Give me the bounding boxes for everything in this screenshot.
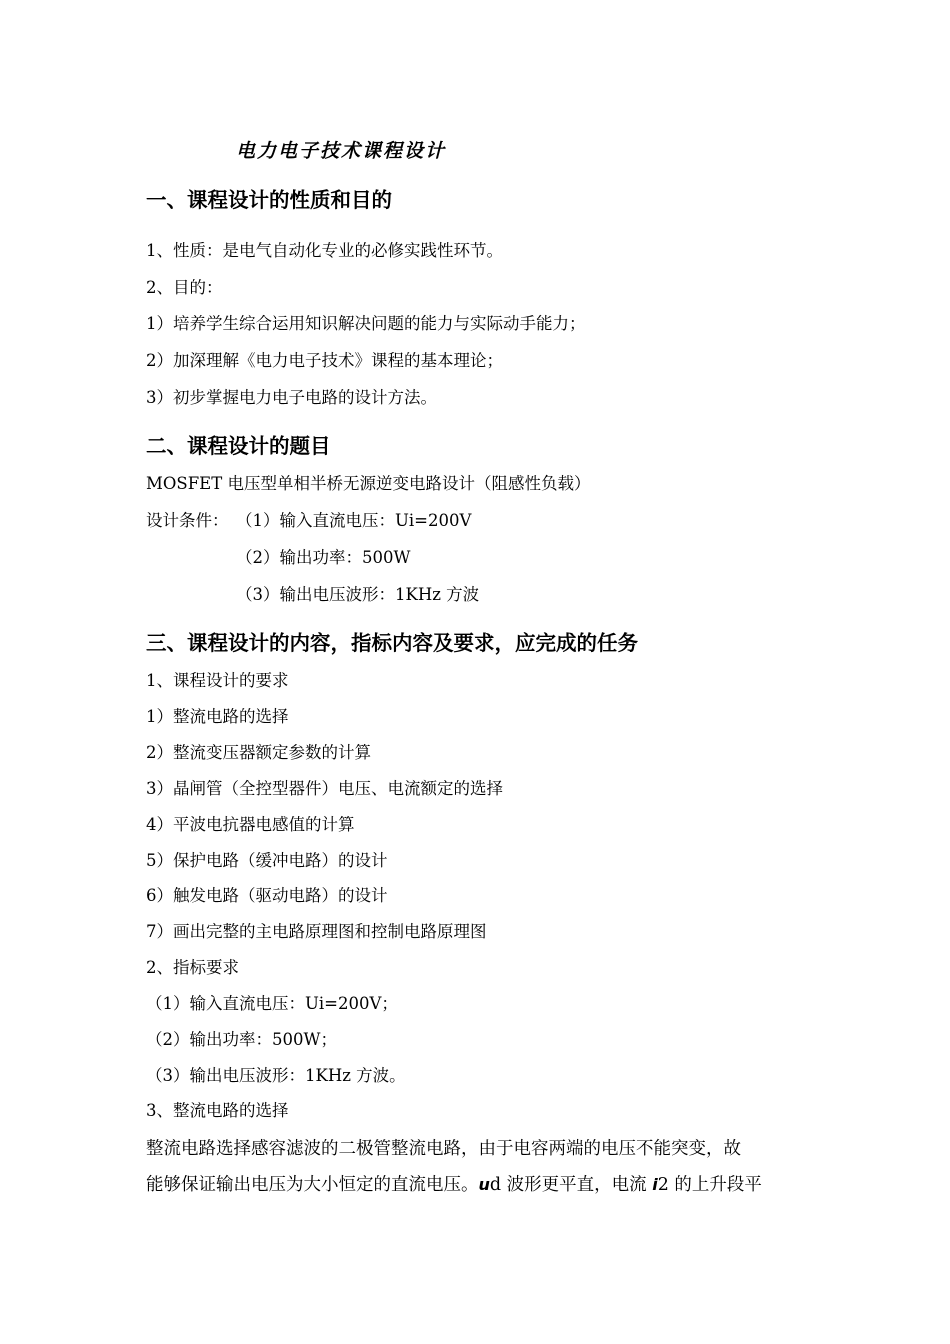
symbol-ud: u (478, 1175, 490, 1194)
s1-line-2: 2、目的： (146, 278, 223, 297)
s3-rect-paragraph-line-1: 整流电路选择感容滤波的二极管整流电路，由于电容两端的电压不能突变，故 (146, 1139, 741, 1159)
s3-req-item-5: 5）保护电路（缓冲电路）的设计 (146, 851, 388, 870)
s3-req-item-4: 4）平波电抗器电感值的计算 (146, 815, 355, 834)
s3-req-item-7: 7）画出完整的主电路原理图和控制电路原理图 (146, 922, 487, 941)
s3-req-item-3: 3）晶闸管（全控型器件）电压、电流额定的选择 (146, 779, 503, 798)
s1-line-1: 1、性质：是电气自动化专业的必修实践性环节。 (146, 241, 503, 260)
symbol-i2: i (652, 1175, 658, 1194)
s2-topic: MOSFET 电压型单相半桥无源逆变电路设计（阻感性负载） (146, 474, 591, 493)
section-heading-3: 三、课程设计的内容，指标内容及要求，应完成的任务 (146, 631, 638, 655)
s3-req-item-1: 1）整流电路的选择 (146, 707, 289, 726)
s3-index-title: 2、指标要求 (146, 958, 239, 977)
s2-condition-2: （2）输出功率：500W (236, 548, 411, 567)
section-heading-1: 一、课程设计的性质和目的 (146, 188, 392, 212)
para-text-c: 2 的上升段平 (657, 1175, 762, 1195)
s3-index-item-3: （3）输出电压波形：1KHz 方波。 (146, 1066, 406, 1085)
document-title: 电力电子技术课程设计 (236, 140, 447, 162)
s1-line-5: 3）初步掌握电力电子电路的设计方法。 (146, 388, 437, 407)
para-text-a: 能够保证输出电压为大小恒定的直流电压。 (146, 1175, 479, 1195)
s2-condition-3: （3）输出电压波形：1KHz 方波 (236, 585, 480, 604)
s3-index-item-2: （2）输出功率：500W； (146, 1030, 337, 1049)
s1-line-3: 1）培养学生综合运用知识解决问题的能力与实际动手能力； (146, 314, 586, 333)
s3-req-item-2: 2）整流变压器额定参数的计算 (146, 743, 371, 762)
s2-condition-1: （1）输入直流电压：Ui=200V (236, 511, 472, 530)
section-heading-2: 二、课程设计的题目 (146, 434, 331, 458)
s3-req-item-6: 6）触发电路（驱动电路）的设计 (146, 886, 388, 905)
para-text-b: d 波形更平直，电流 (489, 1175, 653, 1195)
s3-req-title: 1、课程设计的要求 (146, 671, 289, 690)
s3-rect-paragraph-line-2 (146, 1167, 814, 1203)
s2-conditions-label: 设计条件： (146, 511, 229, 530)
s3-index-item-1: （1）输入直流电压：Ui=200V； (146, 994, 398, 1013)
s3-rect-title: 3、整流电路的选择 (146, 1101, 289, 1120)
s1-line-4: 2）加深理解《电力电子技术》课程的基本理论； (146, 351, 503, 370)
